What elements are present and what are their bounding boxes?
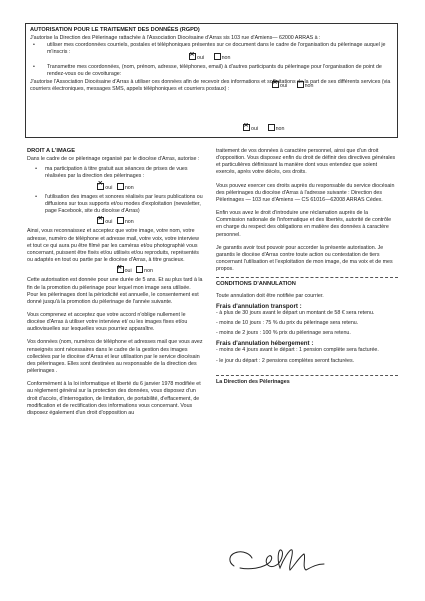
image-choice-2: ✕oui non [27, 217, 203, 226]
image-title: DROIT A L'IMAGE [27, 148, 76, 154]
hebergement-line-2: - le jour du départ : 2 pensions complètes seront facturées. [216, 357, 355, 364]
signature-label: La Direction des Pèlerinages [216, 378, 290, 385]
image-paragraph-6: traitement de vos données à caractère personnel, ainsi que d'un droit d'opposition. Vous disposez enfin du droit de définir des directives générales et particulières définissant la manière dont vous entendez que soient exercés, après votre décès, ces droits. [216, 148, 396, 176]
image-item-1: • ma participation à titre gratuit aux séances de prises de vues réalisées par la direction des pèlerinages : [27, 166, 203, 180]
transport-line-2: - moins de 10 jours : 75 % du prix du pèlerinage sera retenu. [216, 319, 359, 326]
image-intro: Dans le cadre de ce pèlerinage organisé par le diocèse d'Arras, autorise : [27, 156, 200, 163]
checkbox-unchecked[interactable] [117, 183, 124, 190]
image-choice-1: ✕oui non [27, 183, 203, 192]
bullet-icon: • [35, 193, 37, 200]
checkbox-unchecked[interactable] [214, 53, 221, 60]
image-paragraph-5: Conformément à la loi informatique et liberté du 6 janvier 1978 modifiée et au règlement général sur la protection des données, vous disposez d'un droit d'accès, d'interrogation, de limitation, de portabilité, d'effacement, de modification et de rectification des informations vous concernant. Vous disposez également d'un droit d'opposition au [27, 381, 201, 416]
divider [216, 277, 398, 278]
rgpd-item-1-text: utiliser mes coordonnées courriels, postales et téléphoniques présentes sur ce document dans le cadre de l'organisation du pèlerinage auquel je m'inscris : [47, 42, 386, 56]
checkbox-checked[interactable] [272, 81, 279, 88]
rgpd-box [25, 23, 398, 138]
image-paragraph-4: Vos données (nom, numéros de téléphone et adresses mail que vous avez renseignés sont nécessaires dans le cadre de la gestion des images collectées par le diocèse d'Arras et leur utilisation par le service diocésain des pèlerinages. Elles sont destinées au responsable de la direction des pèlerinages . [27, 339, 203, 375]
transport-line-1: - à plus de 30 jours avant le départ un montant de 58 € sera retenu. [216, 309, 375, 316]
checkbox-unchecked[interactable] [297, 81, 304, 88]
bullet-icon: • [33, 42, 35, 49]
checkbox-unchecked[interactable] [268, 124, 275, 131]
image-paragraph-9: Je garantis avoir tout pouvoir pour accorder la présente autorisation. Je garantis le diocèse d'Arras contre toute action ou contestation de tiers concernant l'utilisation et l'exploitation de mon image, de ma voix et de mes propos. [216, 244, 393, 273]
annulation-intro: Toute annulation doit être notifiée par courrier. [216, 292, 324, 299]
bullet-icon: • [35, 166, 37, 173]
checkbox-checked[interactable] [97, 183, 104, 190]
annulation-title: CONDITIONS D'ANNULATION [216, 281, 296, 288]
checkbox-checked[interactable] [189, 53, 196, 60]
hebergement-title: Frais d'annulation hébergement : [216, 340, 314, 348]
image-paragraph-1: Ainsi, vous reconnaissez et acceptez que votre image, votre nom, votre adresse, numéro de téléphone et adresse mail, votre voix, votre interview et tout ce qui aura pu être filmé par les caméras et/ou photographié vous concernant, puissent être fixés et/ou utilisés et/ou reproduits, représentés ou adaptés en tout ou partie par le diocèse d'Arras, à titre gracieux. [27, 228, 199, 264]
hebergement-line-1: - moins de 4 jours avant le départ : 1 pension complète sera facturée. [216, 347, 379, 354]
left-column [27, 148, 203, 417]
checkbox-checked[interactable] [117, 266, 124, 273]
rgpd-title: AUTORISATION POUR LE TRAITEMENT DES DONNÉES (RGPD) [30, 27, 200, 33]
rgpd-intro: J'autorise la Direction des Pèlerinage rattachée à l'Association Diocésaine d'Arras sis 103 rue d'Amiens— 62000 ARRAS à : [30, 35, 321, 42]
checkbox-unchecked[interactable] [136, 266, 143, 273]
image-paragraph-2: Cette autorisation est donnée pour une durée de 5 ans. Et au plus tard à la fin de la promotion du pèlerinage pour lequel mon image sera utilisée. Pour les pèlerinages dont la périodicité est annuelle, le consentement est donné jusqu'à la promotion du pèlerinage de l'année suivante. [27, 277, 203, 305]
checkbox-checked[interactable] [97, 217, 104, 224]
rgpd-choice-2: ✕oui non [271, 81, 313, 90]
image-choice-3: ✕oui non [27, 266, 203, 275]
checkbox-unchecked[interactable] [117, 217, 124, 224]
transport-line-3: - moins de 2 jours : 100 % prix du pèlerinage sera retenu. [216, 330, 351, 337]
checkbox-checked[interactable] [243, 124, 250, 131]
handwritten-signature [220, 540, 330, 580]
right-column [216, 148, 398, 387]
image-paragraph-8: Enfin vous avez le droit d'introduire une réclamation auprès de la Commission nationale de l'informatique et des libertés, autorité de contrôle en charge du respect des obligations en matière des données à caractère personnel. [216, 210, 392, 238]
rgpd-outro: J'autorise l'Association Diocésaine d'Arras à utiliser ces données afin de recevoir des informations et sollicitations de la part de ses différents services (via courriers électroniques, messages SMS, appels téléphoniques et courriers postaux) : [30, 78, 391, 92]
image-paragraph-3: Vous comprenez et acceptez que votre accord n'oblige nullement le diocèse d'Arras à utiliser votre interview et/ ou les images fixes et/ou audiovisuelles sur lesquelles vous pourriez apparaître. [27, 311, 188, 333]
transport-title: Frais d'annulation transport : [216, 302, 302, 310]
rgpd-choice-1: ✕oui non [188, 53, 230, 62]
rgpd-item-2-text: Transmettre mes coordonnées, (nom, prénom, adresse, téléphones, email) à d'autres participants du pèlerinage pour l'organisation de point de rendez-vous ou de covoiturage: [47, 64, 382, 78]
image-paragraph-7: Vous pouvez exercer ces droits auprès du responsable du service diocésain des pèlerinages du diocèse d'Arras à l'adresse suivante : Direction des Pèlerinages — 103 rue d'Amiens — CS 61016—62008 ARRAS Cédex. [216, 182, 395, 203]
rgpd-choice-3: ✕oui non [242, 124, 284, 133]
bullet-icon: • [33, 64, 35, 71]
rgpd-item-2 [30, 64, 393, 78]
divider [216, 375, 398, 376]
image-item-2: • l'utilisation des images et sonores réalisés par leurs publications ou diffusions sur tous supports et/ou modes d'exploitation (newsletter, page Facebook, site du diocèse d'Arras) [27, 194, 203, 215]
